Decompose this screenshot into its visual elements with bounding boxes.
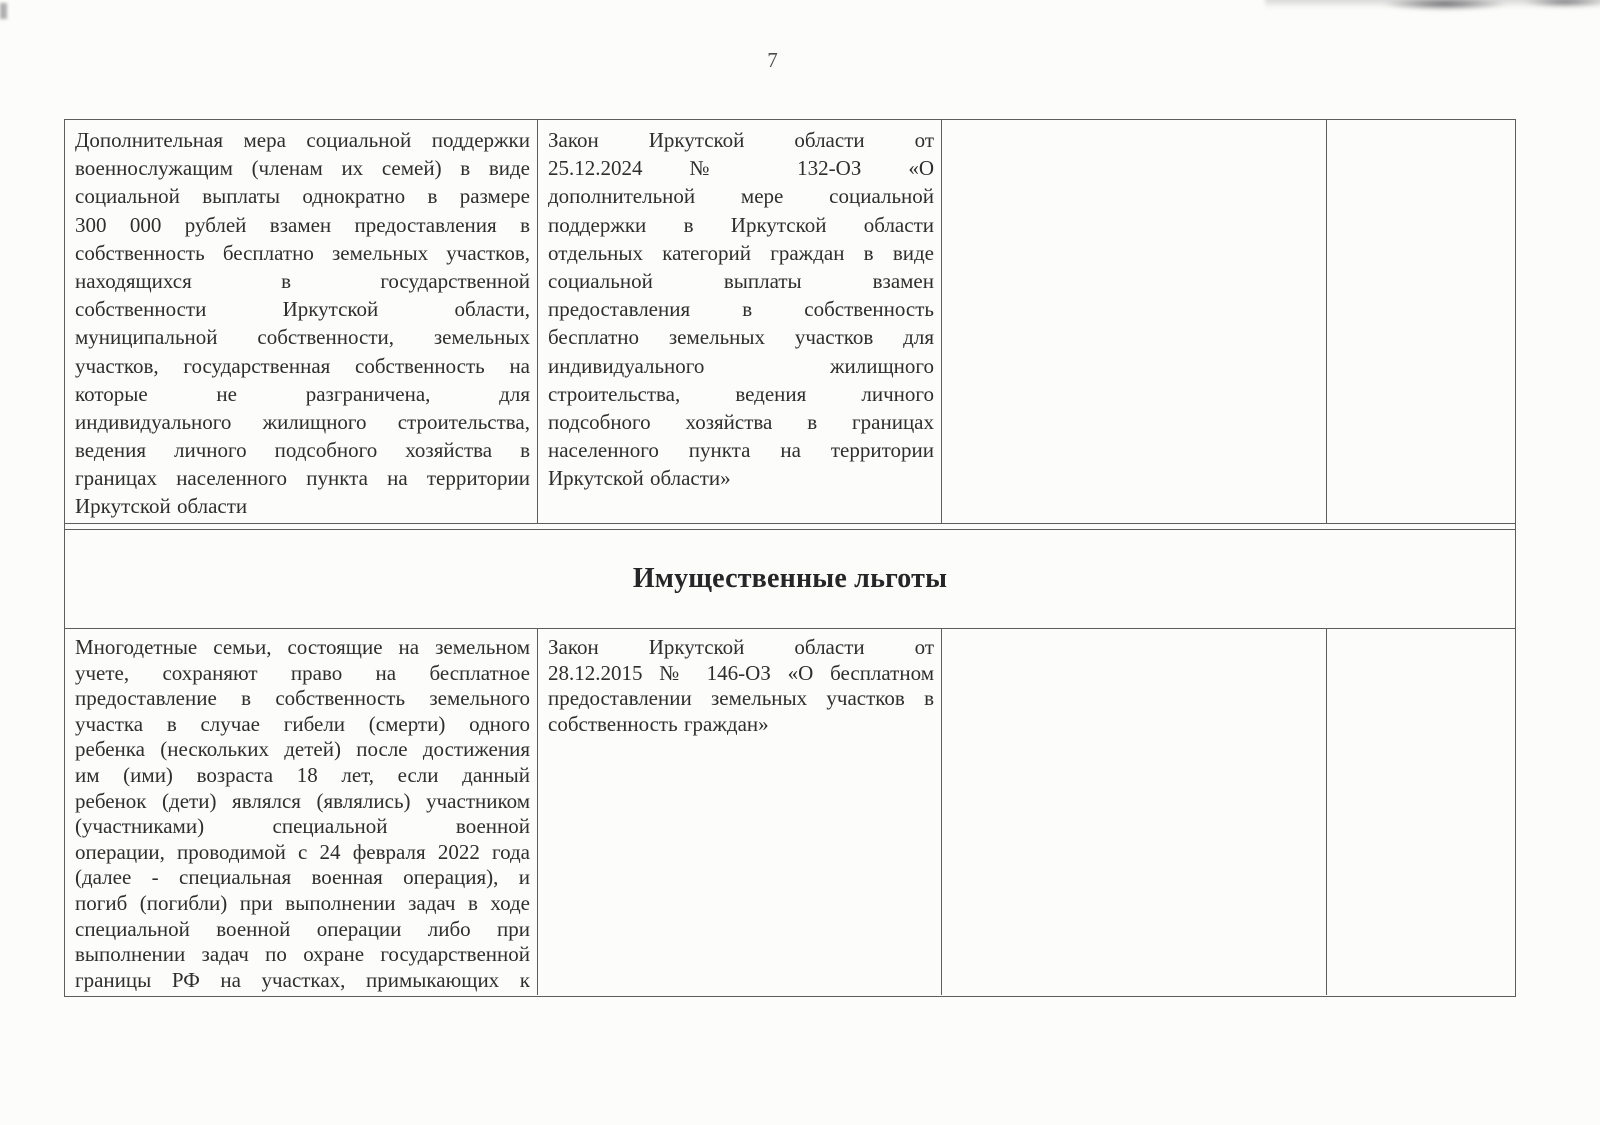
- scan-artifact-smudge: [1265, 0, 1600, 12]
- table-row-military-payment: [65, 120, 1515, 524]
- page-number: 7: [767, 48, 778, 72]
- cell-empty: [942, 629, 1327, 995]
- cell-empty: [1327, 120, 1515, 523]
- benefits-table: [64, 119, 1516, 997]
- cell-legal-basis: Закон Иркутской области от 25.12.2024 № 132-ОЗ «О дополнительной мере социальной поддержки в Иркутской области отдельных категорий граждан в виде социальной выплаты взамен предоставления в собственность бесплатно земельных участков для индивидуального жилищного строительства, ведения личного подсобного хозяйства в границах населенного пункта на территории Иркутской области»: [538, 120, 942, 523]
- cell-empty: [1327, 629, 1515, 995]
- section-header-row: [65, 529, 1515, 629]
- cell-legal-basis: Закон Иркутской области от 28.12.2015 № 146-ОЗ «О бесплатном предоставлении земельных участков в собственность граждан»: [538, 629, 942, 995]
- cell-empty: [942, 120, 1327, 523]
- cell-measure-description: Многодетные семьи, состоящие на земельном учете, сохраняют право на бесплатное предоставление в собственность земельного участка в случае гибели (смерти) одного ребенка (нескольких детей) после достижения им (ими) возраста 18 лет, если данный ребенок (дети) являлся (являлись) участником (участниками) специальной военной операции, проводимой с 24 февраля 2022 года (далее - специальная военная операция), и погиб (погибли) при выполнении задач в ходе специальной военной операции либо при выполнении задач по охране государственной границы РФ на участках, примыкающих к: [65, 629, 538, 995]
- scan-artifact-speck: [0, 3, 7, 19]
- table-row-large-families: [65, 629, 1515, 995]
- cell-measure-description: Дополнительная мера социальной поддержки военнослужащим (членам их семей) в виде социальной выплаты однократно в размере 300 000 рублей взамен предоставления в собственность бесплатно земельных участков, находящихся в государственной собственности Иркутской области, муниципальной собственности, земельных участков, государственная собственность на которые не разграничена, для индивидуального жилищного строительства, ведения личного подсобного хозяйства в границах населенного пункта на территории Иркутской области: [65, 120, 538, 523]
- section-title: Имущественные льготы: [632, 563, 948, 594]
